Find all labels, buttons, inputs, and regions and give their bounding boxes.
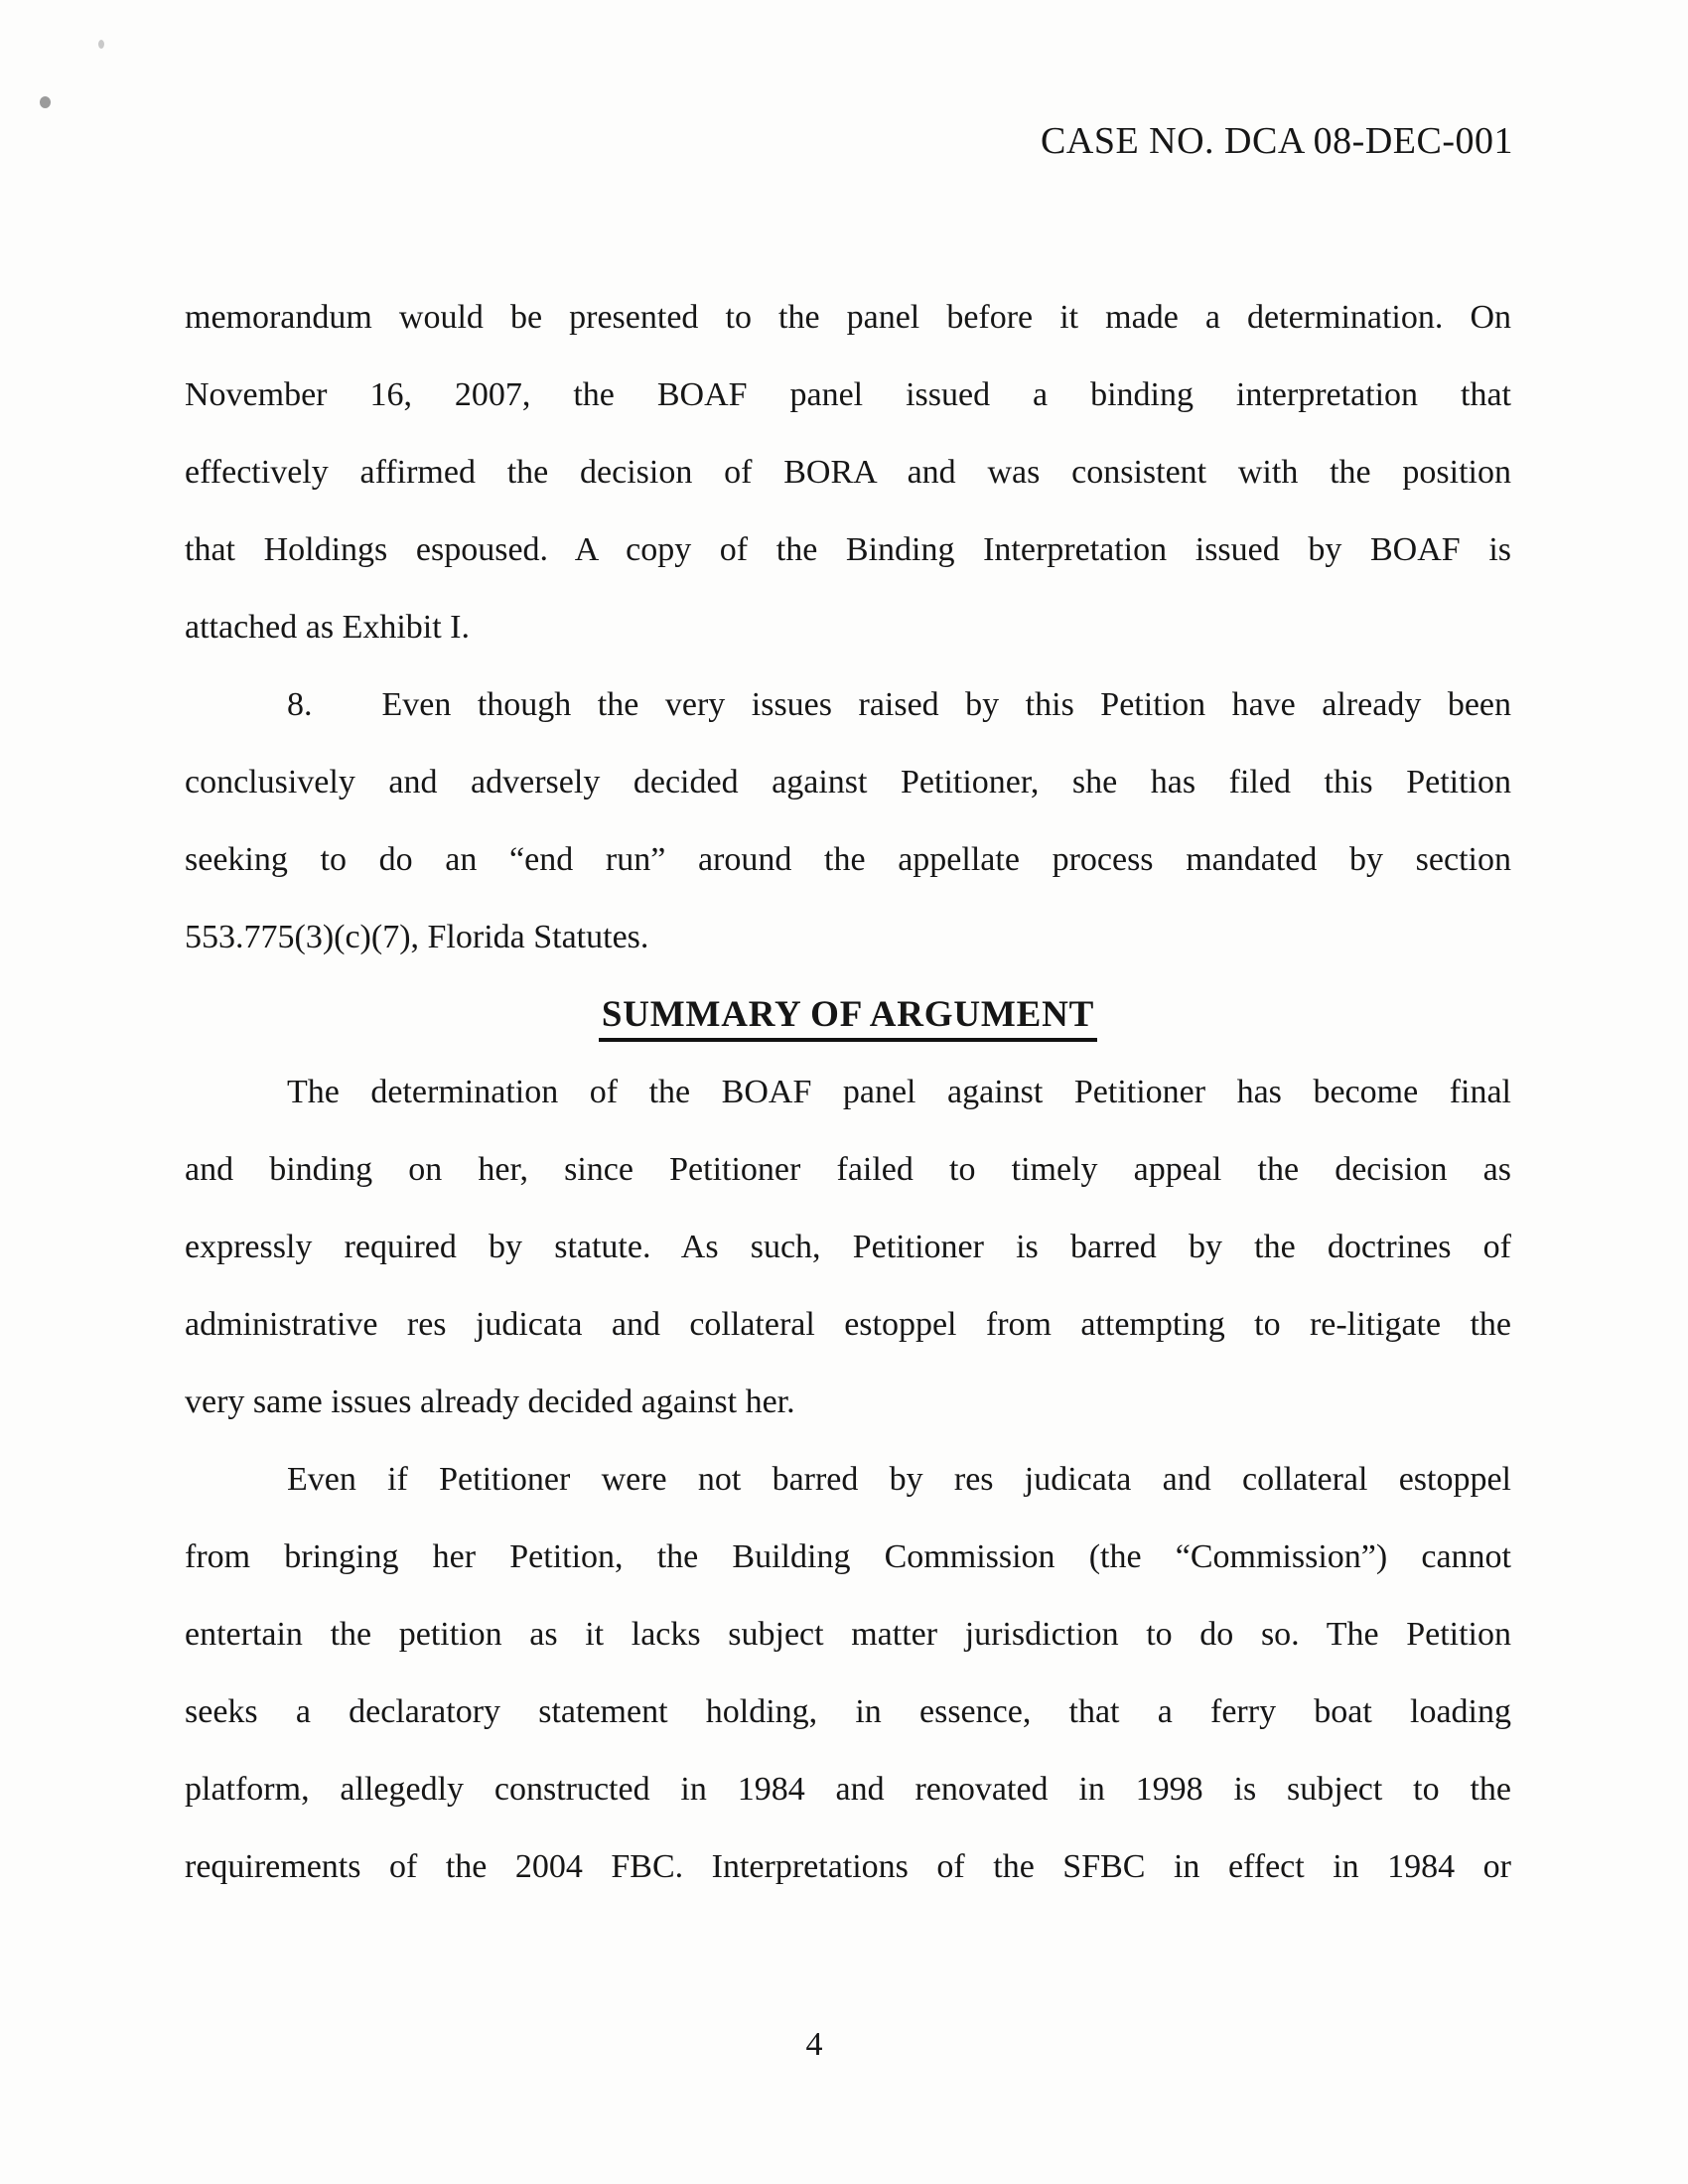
text-line: from bringing her Petition, the Building Commission (the “Commission”) cannot [185, 1538, 1511, 1575]
text-line: very same issues already decided against her. [185, 1383, 795, 1420]
text-line: that Holdings espoused. A copy of the Binding Interpretation issued by BOAF is [185, 531, 1511, 568]
text-line: memorandum would be presented to the panel before it made a determination. On [185, 299, 1511, 336]
scan-artifact [40, 96, 51, 108]
case-number: CASE NO. DCA 08-DEC-001 [1041, 120, 1513, 162]
text-line: platform, allegedly constructed in 1984 and renovated in 1998 is subject to the [185, 1771, 1511, 1808]
text-line: expressly required by statute. As such, Petitioner is barred by the doctrines of [185, 1229, 1511, 1265]
text-line: 8. Even though the very issues raised by this Petition have already been [287, 686, 1511, 723]
page-number: 4 [805, 2026, 823, 2063]
document-body [185, 279, 1511, 1906]
text-line: The determination of the BOAF panel against Petitioner has become final [287, 1074, 1511, 1110]
section-heading [185, 976, 1511, 1054]
text-line: 553.775(3)(c)(7), Florida Statutes. [185, 919, 649, 955]
paragraph-number: 8. [287, 686, 313, 723]
text-line: attached as Exhibit I. [185, 609, 471, 646]
text-line: entertain the petition as it lacks subject matter jurisdiction to do so. The Petition [185, 1616, 1511, 1653]
text-line: seeks a declaratory statement holding, in essence, that a ferry boat loading [185, 1693, 1511, 1730]
text-line: effectively affirmed the decision of BORA and was consistent with the position [185, 454, 1511, 491]
text-line: administrative res judicata and collateral estoppel from attempting to re-litigate the [185, 1306, 1511, 1343]
section-heading-text: SUMMARY OF ARGUMENT [599, 994, 1097, 1042]
text-line: conclusively and adversely decided against Petitioner, she has filed this Petition [185, 764, 1511, 801]
text-line: Even if Petitioner were not barred by res judicata and collateral estoppel [287, 1461, 1511, 1498]
scan-artifact [98, 40, 104, 49]
text-line: requirements of the 2004 FBC. Interpretations of the SFBC in effect in 1984 or [185, 1848, 1511, 1885]
text-line: seeking to do an “end run” around the appellate process mandated by section [185, 841, 1511, 878]
text-line: and binding on her, since Petitioner failed to timely appeal the decision as [185, 1151, 1511, 1188]
text-line: November 16, 2007, the BOAF panel issued a binding interpretation that [185, 376, 1511, 413]
